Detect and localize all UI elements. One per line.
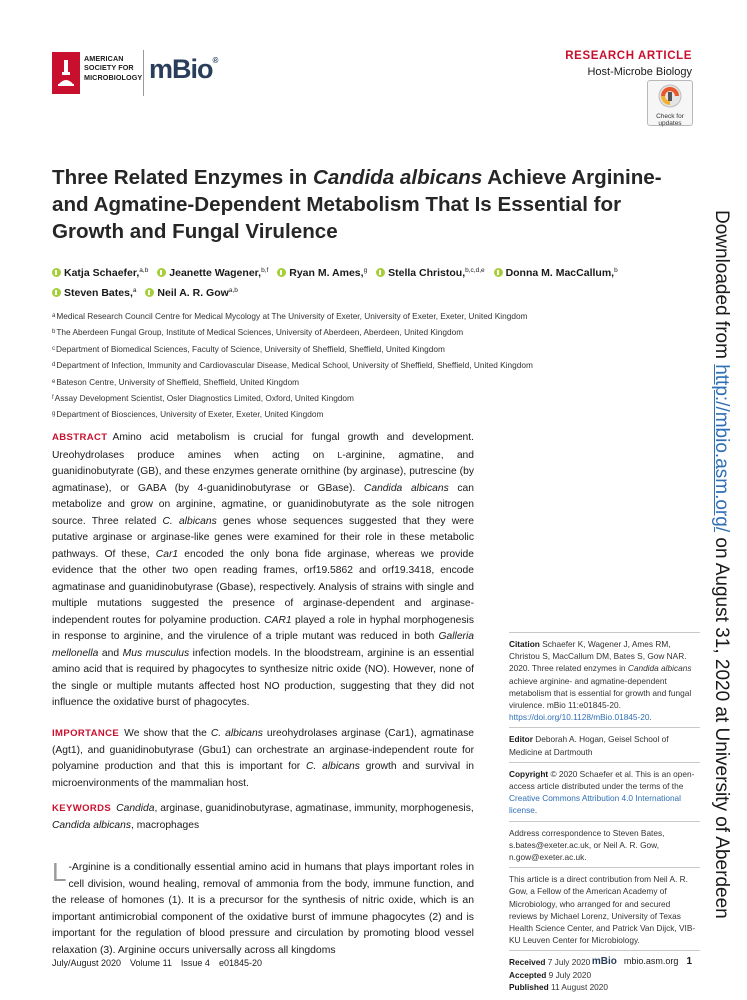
orcid-icon[interactable] (494, 268, 503, 277)
download-stamp: Downloaded from http://mbio.asm.org/ on August 31, 2020 at University of Aberdeen (711, 210, 732, 919)
article-info-sidebar (509, 632, 700, 997)
published-date: Published 11 August 2020 (509, 981, 609, 992)
author[interactable]: Steven Bates,$^a$ (52, 287, 137, 299)
contribution-block: This article is a direct contribution from Neil A. R. Gow, a Fellow of the American Academy of Microbiology, who arranged for and secured reviews by Michael Lorenz, University of Texas Health Science Center, and Patrick Van Dijck, VIB-KU Leuven Center for Microbiology. (509, 867, 700, 950)
page-number: 1 (686, 956, 692, 967)
affiliation: $^g$Department of Biosciences, University of Exeter, Exeter, United Kingdom (52, 409, 324, 420)
affiliation: $^f$Assay Development Scientist, Osler Diagnostics Limited, Oxford, United Kingdom (52, 393, 354, 404)
received-date: Received 7 July 2020 (509, 957, 591, 968)
body-paragraph: L -Arginine is a conditionally essential amino acid in humans that plays important roles in cell division, wound healing, removal of ammonia from the body, immune function, and the release of homones (1). It is a precursor for the synthesis of nitric oxide, which is an important antimicrobial component of the oxidative burst of immune phagocytes (2) and is important for the regulation of blood pressure and circulation by promoting blood vessel relaxation (3). Arginine occurs universally across all kingdoms (52, 857, 474, 956)
asm-logo (52, 52, 142, 94)
copyright-block: Copyright © 2020 Schaefer et al. This is an open-access article distributed under the terms of the Creative Commons Attribution 4.0 International license. (509, 762, 700, 821)
affiliation: $^e$Bateson Centre, University of Sheffield, Sheffield, United Kingdom (52, 376, 300, 387)
affiliation: $^a$Medical Research Council Centre for Medical Mycology at The University of Exeter, University of Exeter, Exeter, United Kingdom (52, 311, 528, 321)
article-type: RESEARCH ARTICLE (565, 50, 692, 62)
author[interactable]: Neil A. R. Gow$^{a,b}$ (145, 287, 237, 299)
crossmark-icon (657, 84, 683, 108)
importance-label: IMPORTANCE (52, 728, 120, 739)
check-for-updates-button[interactable] (647, 80, 693, 126)
microscope-icon (52, 52, 80, 94)
author[interactable]: Stella Christou,$^{b,c,d,e}$ (376, 267, 485, 279)
author[interactable]: Katja Schaefer,$^{a,b}$ (52, 267, 148, 279)
orcid-icon[interactable] (277, 268, 286, 277)
affiliations (52, 308, 612, 423)
orcid-icon[interactable] (145, 288, 154, 297)
license-link[interactable]: Creative Commons Attribution 4.0 International license (509, 793, 682, 816)
article-section: Host-Microbe Biology (587, 66, 692, 78)
orcid-icon[interactable] (52, 268, 61, 277)
affiliation: $^c$Department of Biomedical Sciences, Faculty of Science, University of Sheffield, Sheffield, United Kingdom (52, 343, 445, 354)
footer-site (592, 956, 692, 967)
affiliation: $^d$Department of Infection, Immunity and Cardiovascular Disease, Medical School, University of Sheffield, Sheffield, United Kingdom (52, 360, 533, 371)
correspondence-block: Address correspondence to Steven Bates, s.bates@exeter.ac.uk, or Neil A. R. Gow, n.gow@exeter.ac.uk. (509, 821, 700, 868)
footer-issue-info: July/August 2020 Volume 11 Issue 4 e01845-20 (52, 958, 262, 968)
dropcap: L (52, 857, 67, 887)
mbio-logo[interactable]: mBio® (149, 54, 218, 84)
abstract: ABSTRACT Amino acid metabolism is crucial for fungal growth and development. Ureohydrolases produce amines when acting on L-arginine, agmatine, and guanidinobutyrate (GB), and these enzymes generate ornithine (by arginase), putrescine (by agmatinase), or GABA (by 4-guanidinobutyrase or GBase). Candida albicans can metabolize and grow on arginine, agmatine, or guanidinobutyrate as the sole nitrogen source. Three related C. albicans genes whose sequences suggested that they were putative arginase or arginase-like genes were examined for their role in these metabolic pathways. Of these, Car1 encoded the only bona fide arginase, whereas we provide evidence that the other two open reading frames, orf19.5862 and orf19.3418, encode agmatinase and guanidinobutyrase (Gbase), respectively. Analysis of strains with single and multiple mutations suggested the presence of arginase-dependent and arginase-independent routes for polyamine production. CAR1 played a role in hyphal morphogenesis in response to arginine, and the virulence of a triple mutant was reduced in both Galleria mellonella and Mus musculus infection models. In the bloodstream, arginine is an essential amino acid that is required by phagocytes to synthesize nitric oxide (NO). However, none of the single or multiple mutants affected host NO production, suggesting that they did not influence the oxidative burst of phagocytes. (52, 432, 475, 708)
mbio-site-link[interactable]: http://mbio.asm.org/ (711, 364, 732, 533)
asm-name: AMERICAN SOCIETY FOR MICROBIOLOGY (84, 54, 143, 82)
footer-mbio-logo: mBio (591, 956, 617, 967)
article-title: Three Related Enzymes in Candida albicans Achieve Arginine- and Agmatine-Dependent Metabolism That Is Essential for Growth and Fungal Virulence (52, 166, 662, 243)
author[interactable]: Jeanette Wagener,$^{b,f}$ (157, 267, 268, 279)
keywords-label: KEYWORDS (52, 803, 112, 814)
orcid-icon[interactable] (376, 268, 385, 277)
check-for-updates-label: Check for updates (656, 113, 684, 127)
orcid-icon[interactable] (157, 268, 166, 277)
footer-site-link[interactable]: mbio.asm.org (623, 956, 679, 966)
citation-block: Citation Schaefer K, Wagener J, Ames RM, Christou S, MacCallum DM, Bates S, Gow NAR. 2020. Three related enzymes in Candida albicans achieve arginine- and agmatine-dependent metabolism that is essential for growth and fungal virulence. mBio 11:e01845-20. https://doi.org/10.1128/mBio.01845-20. (509, 632, 700, 727)
orcid-icon[interactable] (52, 288, 61, 297)
author-list (52, 262, 652, 302)
abstract-label: ABSTRACT (52, 432, 108, 443)
affiliation: $^b$The Aberdeen Fungal Group, Institute of Medical Sciences, University of Aberdeen, Aberdeen, United Kingdom (52, 327, 464, 338)
importance: IMPORTANCE We show that the C. albicans ureohydrolases arginase (Car1), agmatinase (Agt1), and guanidinobutyrase (Gbu1) can orchestrate an arginase-independent route for polyamine production and that this is important for C. albicans growth and survival in microenvironments of the mammalian host. (52, 728, 475, 789)
accepted-date: Accepted 9 July 2020 (509, 969, 592, 980)
editor-block: Editor Deborah A. Hogan, Geisel School of Medicine at Dartmouth (509, 727, 700, 761)
author[interactable]: Ryan M. Ames,$^g$ (277, 267, 367, 279)
logo-divider (143, 50, 144, 96)
keywords: KEYWORDS Candida, arginase, guanidinobutyrase, agmatinase, immunity, morphogenesis, Candida albicans, macrophages (52, 803, 474, 831)
author[interactable]: Donna M. MacCallum,$^b$ (494, 267, 618, 279)
doi-link[interactable]: https://doi.org/10.1128/mBio.01845-20 (509, 712, 650, 723)
